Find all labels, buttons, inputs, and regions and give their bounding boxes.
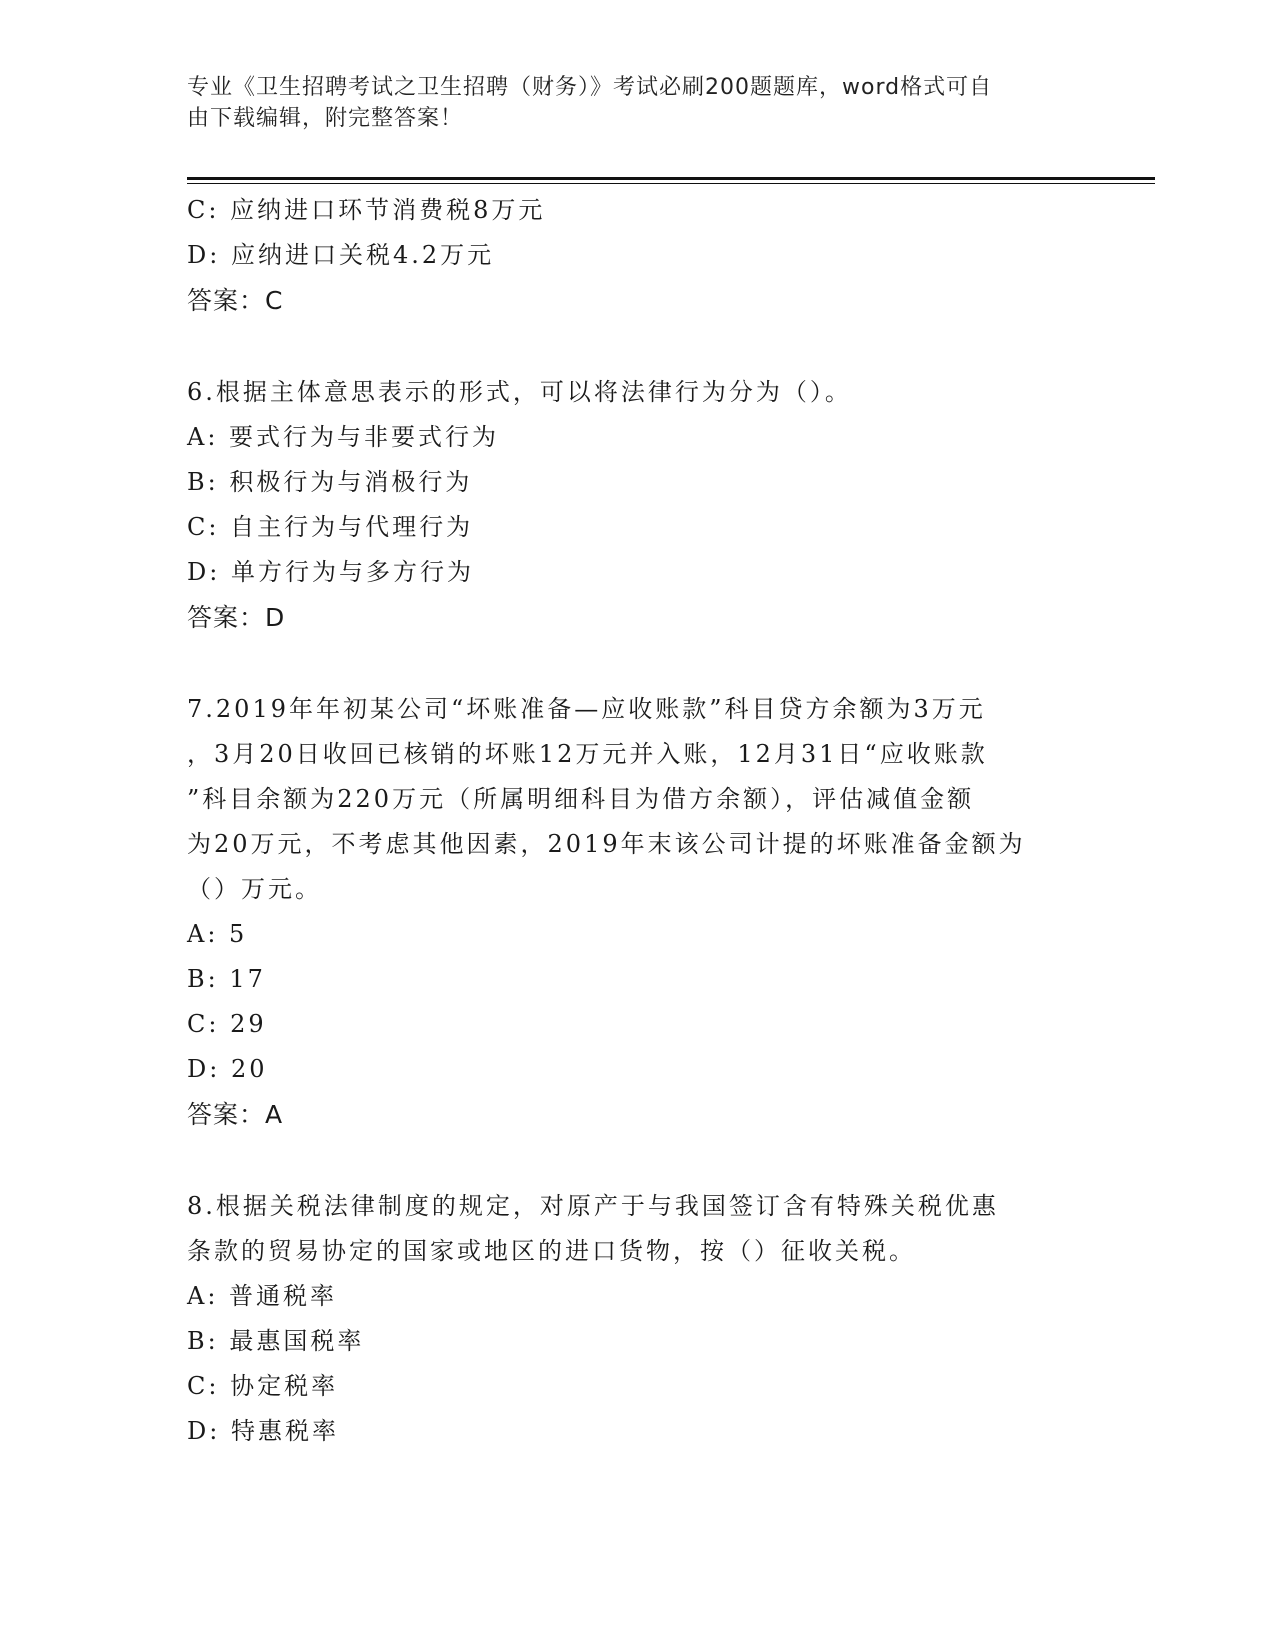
question-line: （）万元。 [187, 875, 322, 903]
question-line: ”科目余额为220万元（所属明细科目为借方余额），评估减值金额 [187, 785, 975, 813]
question-line: 8.根据关税法律制度的规定，对原产于与我国签订含有特殊关税优惠 [187, 1192, 999, 1220]
option-c: C: 29 [187, 1010, 267, 1038]
header-divider-thick [187, 177, 1155, 180]
option-c: C: 自主行为与代理行为 [187, 513, 474, 541]
option-c: C: 应纳进口环节消费税8万元 [187, 196, 546, 224]
header-divider-thin [187, 183, 1155, 184]
question-text [187, 370, 1087, 415]
option-a: A: 普通税率 [187, 1282, 338, 1310]
question-line: 条款的贸易协定的国家或地区的进口货物，按（）征收关税。 [187, 1237, 916, 1265]
option-b: B: 积极行为与消极行为 [187, 468, 473, 496]
option-d: D: 特惠税率 [187, 1417, 339, 1445]
question-list [187, 188, 1087, 1454]
question-line: ，3月20日收回已核销的坏账12万元并入账，12月31日“应收账款 [187, 740, 988, 768]
option-b: B: 最惠国税率 [187, 1327, 365, 1355]
header-line-1: 专业《卫生招聘考试之卫生招聘（财务）》考试必刷200题题库，word格式可自 [187, 75, 993, 100]
option-d: D: 20 [187, 1055, 268, 1083]
question-7-block [187, 687, 1087, 1137]
option-a: A: 5 [187, 920, 248, 948]
question-line: 6.根据主体意思表示的形式，可以将法律行为分为（）。 [187, 378, 852, 406]
question-line: 7.2019年年初某公司“坏账准备—应收账款”科目贷方余额为3万元 [187, 695, 986, 723]
option-d: D: 应纳进口关税4.2万元 [187, 241, 495, 269]
question-text [187, 687, 1087, 912]
answer-label: 答案：C [187, 286, 284, 315]
answer-label: 答案：D [187, 603, 286, 632]
option-d: D: 单方行为与多方行为 [187, 558, 474, 586]
document-header [187, 72, 1067, 134]
option-b: B: 17 [187, 965, 266, 993]
answer-label: 答案：A [187, 1100, 284, 1129]
question-line: 为20万元，不考虑其他因素，2019年末该公司计提的坏账准备金额为 [187, 830, 1026, 858]
header-line-2: 由下载编辑，附完整答案！ [187, 106, 464, 131]
question-5-block [187, 188, 1087, 323]
question-6-block [187, 370, 1087, 640]
option-c: C: 协定税率 [187, 1372, 339, 1400]
question-text [187, 1184, 1087, 1274]
question-8-block [187, 1184, 1087, 1454]
option-a: A: 要式行为与非要式行为 [187, 423, 500, 451]
